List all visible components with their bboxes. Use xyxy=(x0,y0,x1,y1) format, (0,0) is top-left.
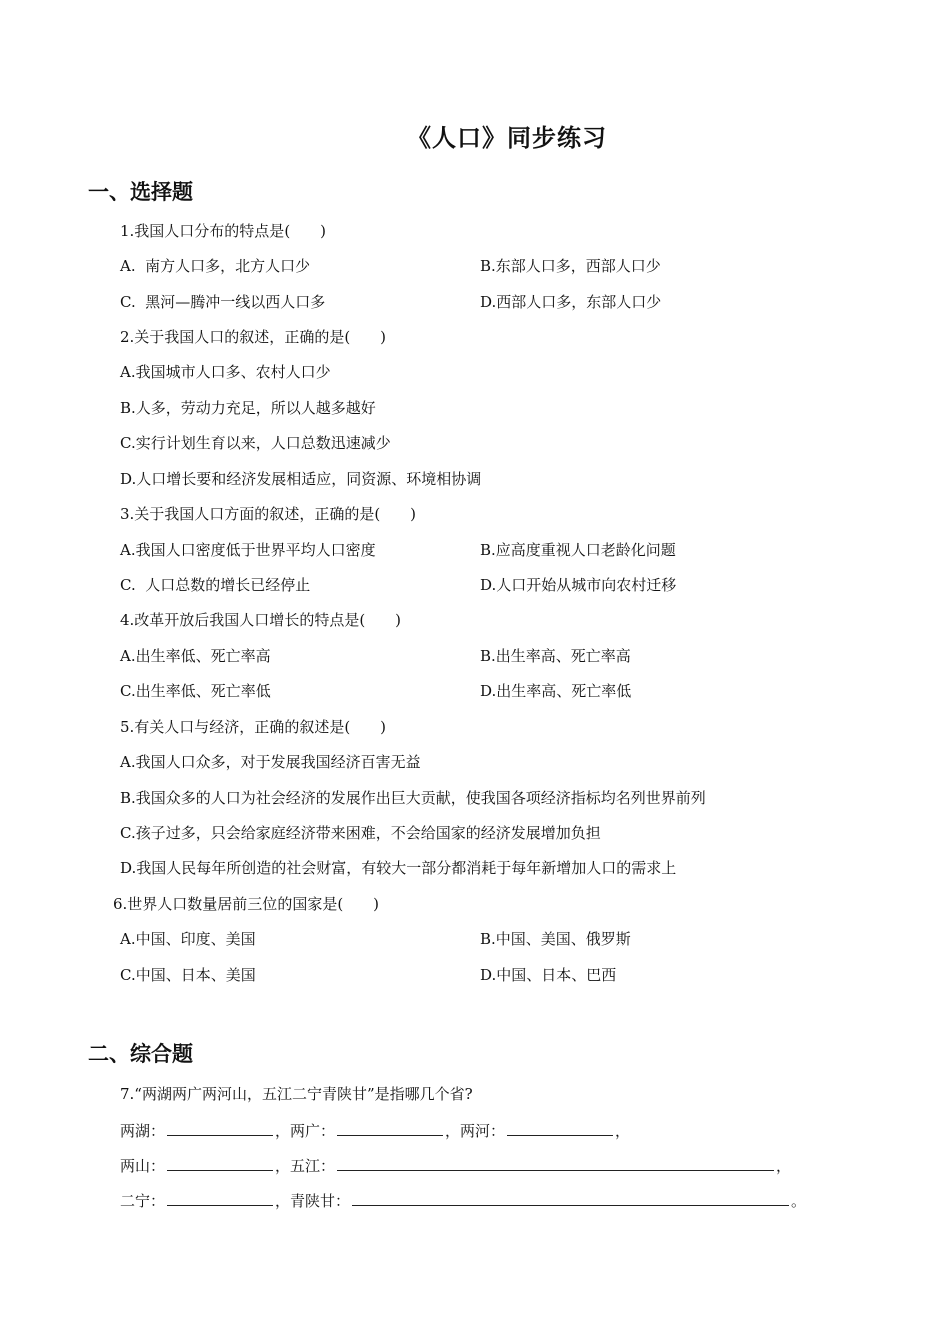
question-7-row-1 xyxy=(120,1120,630,1141)
question-2-stem: 2.关于我国人口的叙述，正确的是( ) xyxy=(120,328,387,346)
answer-blank-lianghe[interactable] xyxy=(507,1120,613,1136)
label-erning: 二宁： xyxy=(120,1192,166,1210)
question-6-option-a: A.中国、印度、美国 xyxy=(120,930,256,948)
answer-blank-lianguang[interactable] xyxy=(337,1120,443,1136)
question-2-option-b: B.人多，劳动力充足，所以人越多越好 xyxy=(120,399,376,417)
label-wujiang: ，五江： xyxy=(275,1157,336,1175)
question-6-option-d: D.中国、日本、巴西 xyxy=(480,966,617,984)
answer-blank-qingshangan[interactable] xyxy=(352,1190,789,1206)
answer-blank-erning[interactable] xyxy=(167,1190,273,1206)
question-5-option-a: A.我国人口众多，对于发展我国经济百害无益 xyxy=(120,753,421,771)
question-7-stem: 7.“两湖两广两河山，五江二宁青陕甘”是指哪几个省? xyxy=(120,1085,473,1103)
question-5-stem: 5.有关人口与经济，正确的叙述是( ) xyxy=(120,718,387,736)
answer-blank-wujiang[interactable] xyxy=(337,1155,774,1171)
question-4-stem: 4.改革开放后我国人口增长的特点是( ) xyxy=(120,611,402,629)
question-2-option-d: D.人口增长要和经济发展相适应，同资源、环境相协调 xyxy=(120,470,482,488)
question-3-stem: 3.关于我国人口方面的叙述，正确的是( ) xyxy=(120,505,417,523)
question-1-stem: 1.我国人口分布的特点是( ) xyxy=(120,222,327,240)
question-4-option-d: D.出生率高、死亡率低 xyxy=(480,682,632,700)
question-2-option-c: C.实行计划生育以来，人口总数迅速减少 xyxy=(120,434,391,452)
section-heading-choice: 一、选择题 xyxy=(88,180,193,204)
row-1-end-punct: ， xyxy=(615,1122,631,1140)
question-7-row-3 xyxy=(120,1190,806,1211)
row-3-end-punct: 。 xyxy=(791,1192,807,1210)
question-5-option-c: C.孩子过多，只会给家庭经济带来困难，不会给国家的经济发展增加负担 xyxy=(120,824,601,842)
question-1-option-a: A. 南方人口多，北方人口少 xyxy=(120,257,311,275)
question-4-option-c: C.出生率低、死亡率低 xyxy=(120,682,271,700)
question-3-option-b: B.应高度重视人口老龄化问题 xyxy=(480,541,676,559)
label-qingshangan: ，青陕甘： xyxy=(275,1192,351,1210)
question-1-option-b: B.东部人口多，西部人口少 xyxy=(480,257,661,275)
question-1-option-d: D.西部人口多，东部人口少 xyxy=(480,293,662,311)
page-title: 《人口》同步练习 xyxy=(407,124,607,152)
question-2-option-a: A.我国城市人口多、农村人口少 xyxy=(120,363,331,381)
question-6-option-b: B.中国、美国、俄罗斯 xyxy=(480,930,631,948)
question-3-option-d: D.人口开始从城市向农村迁移 xyxy=(480,576,677,594)
question-1-option-c: C. 黑河—腾冲一线以西人口多 xyxy=(120,293,326,311)
label-lianghu: 两湖： xyxy=(120,1122,166,1140)
answer-blank-lianghu[interactable] xyxy=(167,1120,273,1136)
question-5-option-d: D.我国人民每年所创造的社会财富，有较大一部分都消耗于每年新增加人口的需求上 xyxy=(120,859,677,877)
question-4-option-a: A.出生率低、死亡率高 xyxy=(120,647,271,665)
question-5-option-b: B.我国众多的人口为社会经济的发展作出巨大贡献，使我国各项经济指标均名列世界前列 xyxy=(120,789,706,807)
answer-blank-liangshan[interactable] xyxy=(167,1155,273,1171)
label-liangshan: 两山： xyxy=(120,1157,166,1175)
question-4-option-b: B.出生率高、死亡率高 xyxy=(480,647,631,665)
question-6-stem: 6.世界人口数量居前三位的国家是( ) xyxy=(113,895,380,913)
label-lianghe: ，两河： xyxy=(445,1122,506,1140)
row-2-end-punct: ， xyxy=(776,1157,792,1175)
label-lianguang: ，两广： xyxy=(275,1122,336,1140)
question-3-option-a: A.我国人口密度低于世界平均人口密度 xyxy=(120,541,376,559)
question-7-row-2 xyxy=(120,1155,791,1176)
question-3-option-c: C. 人口总数的增长已经停止 xyxy=(120,576,311,594)
section-heading-comprehensive: 二、综合题 xyxy=(88,1042,193,1066)
question-6-option-c: C.中国、日本、美国 xyxy=(120,966,256,984)
